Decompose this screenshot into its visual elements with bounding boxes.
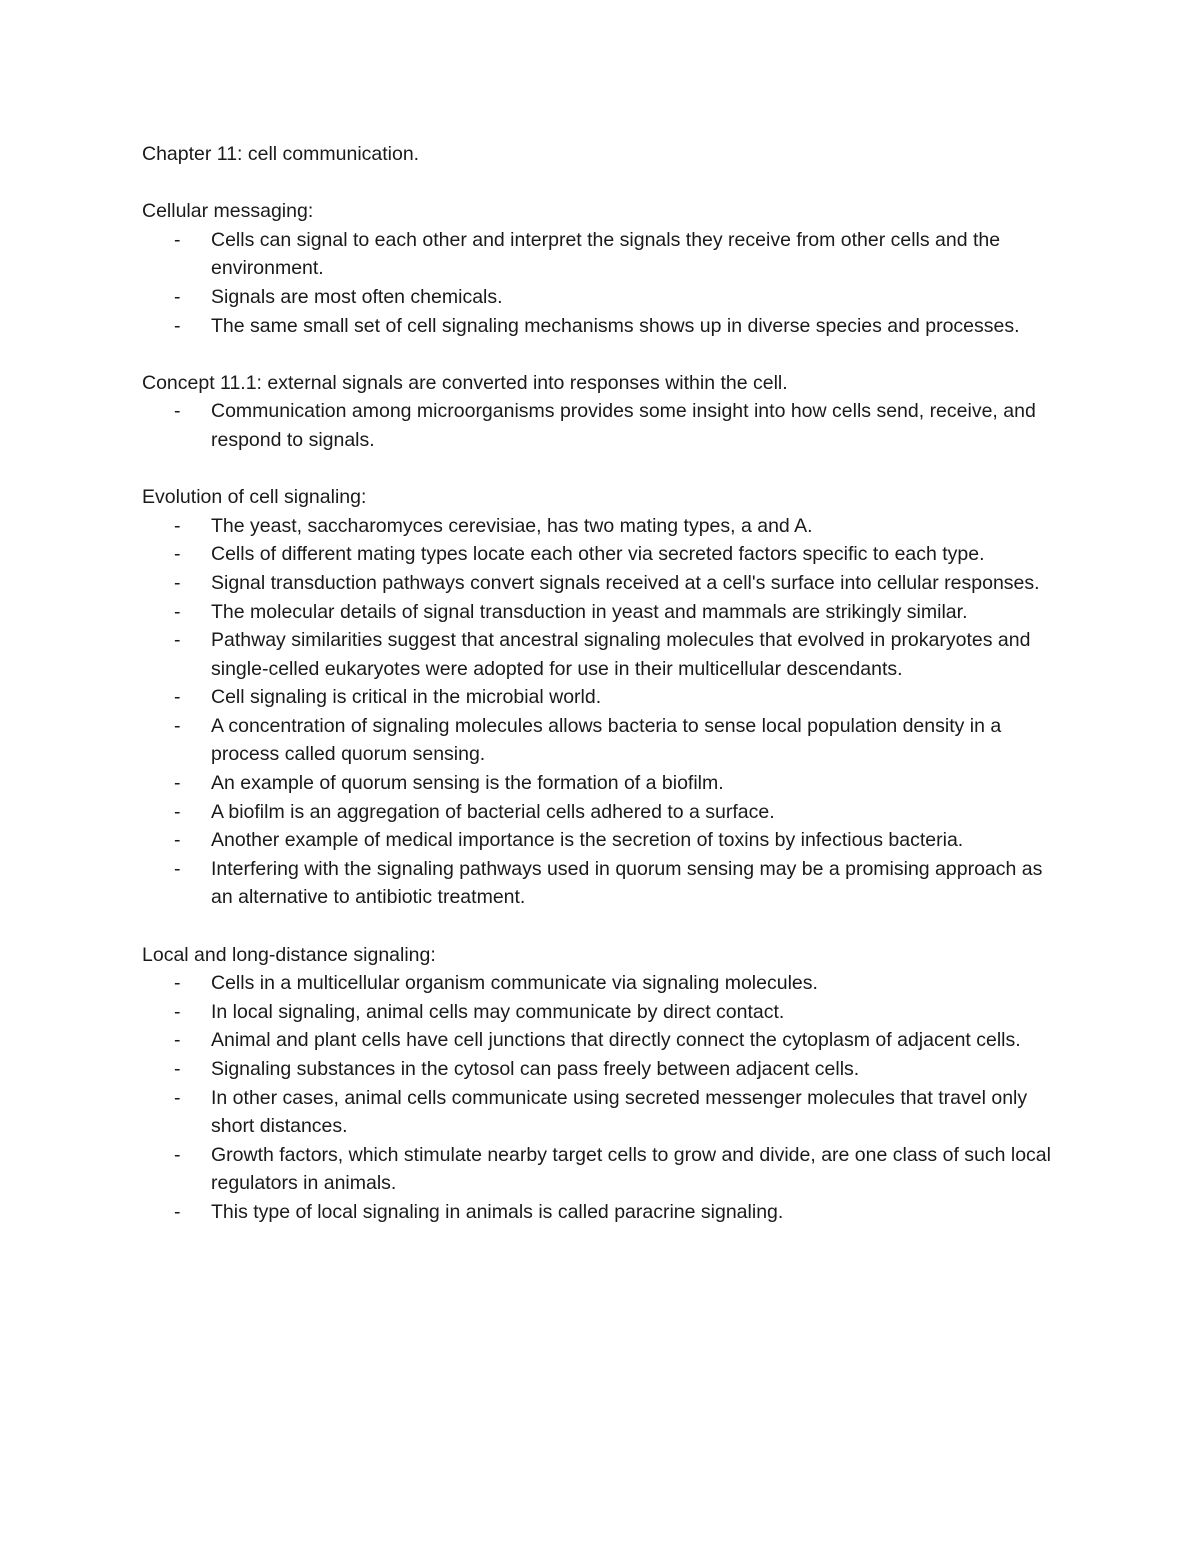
dash-bullet-icon: - [174, 600, 181, 623]
bullet-text: A biofilm is an aggregation of bacterial cells adhered to a surface. [211, 800, 775, 823]
bullet-text: Pathway similarities suggest that ancestral signaling molecules that evolved in prokaryotes and single-celled eukaryotes were adopted for use in their multicellular descendants. [211, 629, 1031, 680]
bullet-text: This type of local signaling in animals is called paracrine signaling. [211, 1200, 784, 1223]
dash-bullet-icon: - [174, 514, 181, 537]
bullet-text: Cells in a multicellular organism communicate via signaling molecules. [211, 972, 818, 995]
bullet-list [142, 397, 1062, 454]
dash-bullet-icon: - [174, 1058, 181, 1080]
bullet-text: Signals are most often chemicals. [211, 285, 503, 308]
dash-bullet-icon: - [174, 714, 181, 737]
dash-bullet-icon: - [174, 314, 181, 337]
bullet-item [142, 826, 1062, 855]
section-concept-11-1 [142, 369, 1062, 455]
bullet-list [142, 226, 1062, 340]
bullet-item [142, 683, 1062, 712]
bullet-text: In local signaling, animal cells may communicate by direct contact. [211, 1000, 785, 1023]
bullet-text: Animal and plant cells have cell junctions that directly connect the cytoplasm of adjacent cells. [211, 1029, 1021, 1052]
dash-bullet-icon: - [174, 400, 181, 423]
bullet-item [142, 540, 1062, 569]
bullet-item [142, 969, 1062, 998]
dash-bullet-icon: - [174, 829, 181, 852]
bullet-text: Signaling substances in the cytosol can pass freely between adjacent cells. [211, 1058, 860, 1080]
bullet-item [142, 1141, 1062, 1198]
section-evolution-of-cell-signaling [142, 483, 1062, 912]
section-heading: Local and long-distance signaling: [142, 943, 436, 966]
bullet-text: Cell signaling is critical in the microbial world. [211, 686, 602, 709]
bullet-text: Communication among microorganisms provides some insight into how cells send, receive, and respond to signals. [211, 400, 1036, 451]
bullet-text: A concentration of signaling molecules allows bacteria to sense local population density in a process called quorum sensing. [211, 714, 1002, 766]
bullet-text: Signal transduction pathways convert signals received at a cell's surface into cellular responses. [211, 571, 1040, 594]
dash-bullet-icon: - [174, 857, 181, 880]
bullet-text: Cells of different mating types locate each other via secreted factors specific to each type. [211, 543, 985, 566]
bullet-item [142, 1084, 1062, 1141]
bullet-item [142, 769, 1062, 798]
section-heading: Concept 11.1: external signals are converted into responses within the cell. [142, 371, 788, 394]
bullet-item [142, 798, 1062, 827]
dash-bullet-icon: - [174, 772, 181, 795]
dash-bullet-icon: - [174, 571, 181, 594]
dash-bullet-icon: - [174, 800, 181, 823]
bullet-text: Growth factors, which stimulate nearby target cells to grow and divide, are one class of such local regulators in animals. [211, 1143, 1051, 1195]
dash-bullet-icon: - [174, 543, 181, 566]
bullet-item [142, 998, 1062, 1027]
dash-bullet-icon: - [174, 1029, 181, 1052]
section-heading: Cellular messaging: [142, 200, 314, 223]
dash-bullet-icon: - [174, 228, 181, 251]
bullet-item [142, 1055, 1062, 1084]
dash-bullet-icon: - [174, 285, 181, 308]
bullet-item [142, 1198, 1062, 1227]
bullet-text: The same small set of cell signaling mechanisms shows up in diverse species and processes. [211, 314, 1020, 337]
dash-bullet-icon: - [174, 972, 181, 995]
dash-bullet-icon: - [174, 629, 181, 652]
dash-bullet-icon: - [174, 686, 181, 709]
section-cellular-messaging [142, 197, 1062, 340]
dash-bullet-icon: - [174, 1143, 181, 1166]
bullet-list [142, 969, 1062, 1226]
bullet-item [142, 283, 1062, 312]
bullet-text: The molecular details of signal transduction in yeast and mammals are strikingly similar. [211, 600, 968, 623]
bullet-item [142, 312, 1062, 341]
bullet-item [142, 626, 1062, 683]
bullet-item [142, 712, 1062, 769]
dash-bullet-icon: - [174, 1086, 181, 1109]
bullet-item [142, 598, 1062, 627]
bullet-text: In other cases, animal cells communicate using secreted messenger molecules that travel only short distances. [211, 1086, 1028, 1138]
bullet-item [142, 1026, 1062, 1055]
bullet-item [142, 569, 1062, 598]
section-heading: Evolution of cell signaling: [142, 486, 367, 509]
dash-bullet-icon: - [174, 1200, 181, 1223]
bullet-text: Interfering with the signaling pathways used in quorum sensing may be a promising approach as an alternative to antibiotic treatment. [211, 857, 1043, 909]
bullet-text: Cells can signal to each other and interpret the signals they receive from other cells and the environment. [211, 228, 1001, 280]
bullet-item [142, 397, 1062, 454]
chapter-title: Chapter 11: cell communication. [142, 143, 420, 165]
document-content [142, 140, 1062, 1255]
bullet-item [142, 226, 1062, 283]
bullet-text: An example of quorum sensing is the formation of a biofilm. [211, 772, 724, 795]
bullet-text: Another example of medical importance is the secretion of toxins by infectious bacteria. [211, 829, 964, 852]
bullet-list [142, 512, 1062, 912]
bullet-item [142, 855, 1062, 912]
dash-bullet-icon: - [174, 1000, 181, 1023]
bullet-text: The yeast, saccharomyces cerevisiae, has two mating types, a and A. [211, 514, 813, 537]
section-local-and-long-distance-signaling [142, 941, 1062, 1227]
bullet-item [142, 512, 1062, 541]
